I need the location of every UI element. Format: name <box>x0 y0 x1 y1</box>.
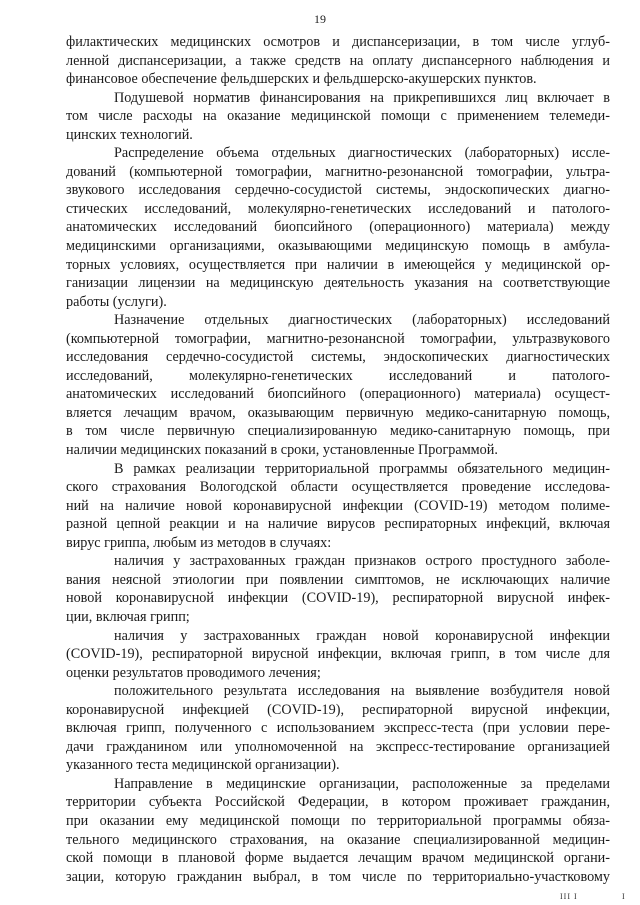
text-line: медицинскими организациями, оказывающими медицинскую помощь в амбула- <box>66 238 610 255</box>
text-line: В рамках реализации территориальной программы обязательного медицин- <box>114 460 610 477</box>
text-line: в том числе первичную специализированную медико-санитарную помощь, при <box>66 423 610 440</box>
scan-artifact-mark-right: І <box>622 892 625 901</box>
text-line: указанного теста медицинской организации). <box>66 757 340 774</box>
text-line: наличии медицинских показаний в сроки, установленные Программой. <box>66 442 498 459</box>
text-line: исследования сердечно-сосудистой системы, эндоскопических диагностических <box>66 349 610 366</box>
text-line: наличия у застрахованных граждан новой коронавирусной инфекции <box>114 627 610 644</box>
text-line: вирус гриппа, любым из методов в случаях: <box>66 534 332 551</box>
text-line: оценки результатов проводимого лечения; <box>66 664 321 681</box>
text-line: (COVID-19), респираторной вирусной инфекции, включая грипп, в том числе для <box>66 646 610 663</box>
text-line: ции, включая грипп; <box>66 608 190 625</box>
text-line: дачи гражданином или уполномоченной на экспресс-тестирование организацией <box>66 738 610 755</box>
text-line: филактических медицинских осмотров и диспансеризации, в том числе углуб- <box>66 34 610 50</box>
text-line: дований (компьютерной томографии, магнитно-резонансной томографии, ультра- <box>66 163 610 180</box>
text-line: финансовое обеспечение фельдшерских и фельдшерско-акушерских пунктов. <box>66 71 537 88</box>
text-line: зации, которую гражданин выбрал, в том числе по территориально-участковому <box>66 868 610 885</box>
text-line: Подушевой норматив финансирования на прикрепившихся лиц включает в <box>114 89 610 106</box>
document-text <box>66 33 610 886</box>
text-line: анатомических исследований биопсийного (операционного) материала) осущест- <box>66 386 610 403</box>
text-line: ленной диспансеризации, а также средств на оплату диспансерного наблюдения и <box>66 52 610 69</box>
text-line: ской помощи в плановой форме выдается лечащим врачом медицинской органи- <box>66 850 610 867</box>
text-line: стических исследований, молекулярно-генетических исследований и патолого- <box>66 200 610 217</box>
text-line: территории субъекта Российской Федерации, в котором проживает гражданин, <box>66 794 610 811</box>
text-line: коронавирусной инфекцией (COVID-19), респираторной вирусной инфекции, <box>66 701 610 718</box>
text-line: работы (услуги). <box>66 293 167 310</box>
page-number: 19 <box>314 12 326 26</box>
text-line: вляется лечащим врачом, оказывающим первичную медико-санитарную помощь, <box>66 404 610 421</box>
text-line: Назначение отдельных диагностических (лабораторных) исследований <box>114 312 610 329</box>
text-line: наличия у застрахованных граждан признаков острого простудного заболе- <box>114 553 610 570</box>
text-line: положительного результата исследования на выявление возбудителя новой <box>114 683 610 700</box>
text-line: исследований, молекулярно-генетических исследований и патолого- <box>66 367 610 384</box>
text-line: при оказании ему медицинской помощи по территориальной программы обяза- <box>66 812 610 829</box>
text-line: анатомических исследований биопсийного (операционного) материала) между <box>66 219 610 236</box>
text-line: том числе расходы на оказание медицинской помощи с применением телемеди- <box>66 108 610 125</box>
text-line: цинских технологий. <box>66 126 193 143</box>
text-line: ганизации лицензии на медицинскую деятельность указания на соответствующие <box>66 275 610 292</box>
text-line: Направление в медицинские организации, расположенные за пределами <box>114 775 610 792</box>
text-line: включая грипп, полученного с использованием экспресс-теста (при условии пере- <box>66 720 610 737</box>
text-line: вания неясной этиологии при появлении симптомов, не исключающих наличие <box>66 571 610 588</box>
text-line: ского страхования Вологодской области осуществляется проведение исследова- <box>66 479 610 496</box>
scan-artifact-marks: ІІІ І <box>560 892 578 901</box>
text-line: разной цепной реакции и на наличие вирусов респираторных инфекций, включая <box>66 516 610 533</box>
text-line: торных условиях, осуществляется при наличии в имеющейся у медицинской ор- <box>66 256 610 273</box>
document-body <box>66 33 610 886</box>
text-line: ний на наличие новой коронавирусной инфекции (COVID-19) методом полиме- <box>66 497 610 514</box>
text-line: новой коронавирусной инфекции (COVID-19), респираторной вирусной инфек- <box>66 590 610 607</box>
text-line: звукового исследования сердечно-сосудистой системы, эндоскопических диагно- <box>66 182 610 199</box>
text-line: тельного медицинского страхования, на оказание специализированной медицин- <box>66 831 610 848</box>
text-line: Распределение объема отдельных диагностических (лабораторных) иссле- <box>114 145 610 162</box>
text-line: (компьютерной томографии, магнитно-резонансной томографии, ультразвукового <box>66 330 610 347</box>
